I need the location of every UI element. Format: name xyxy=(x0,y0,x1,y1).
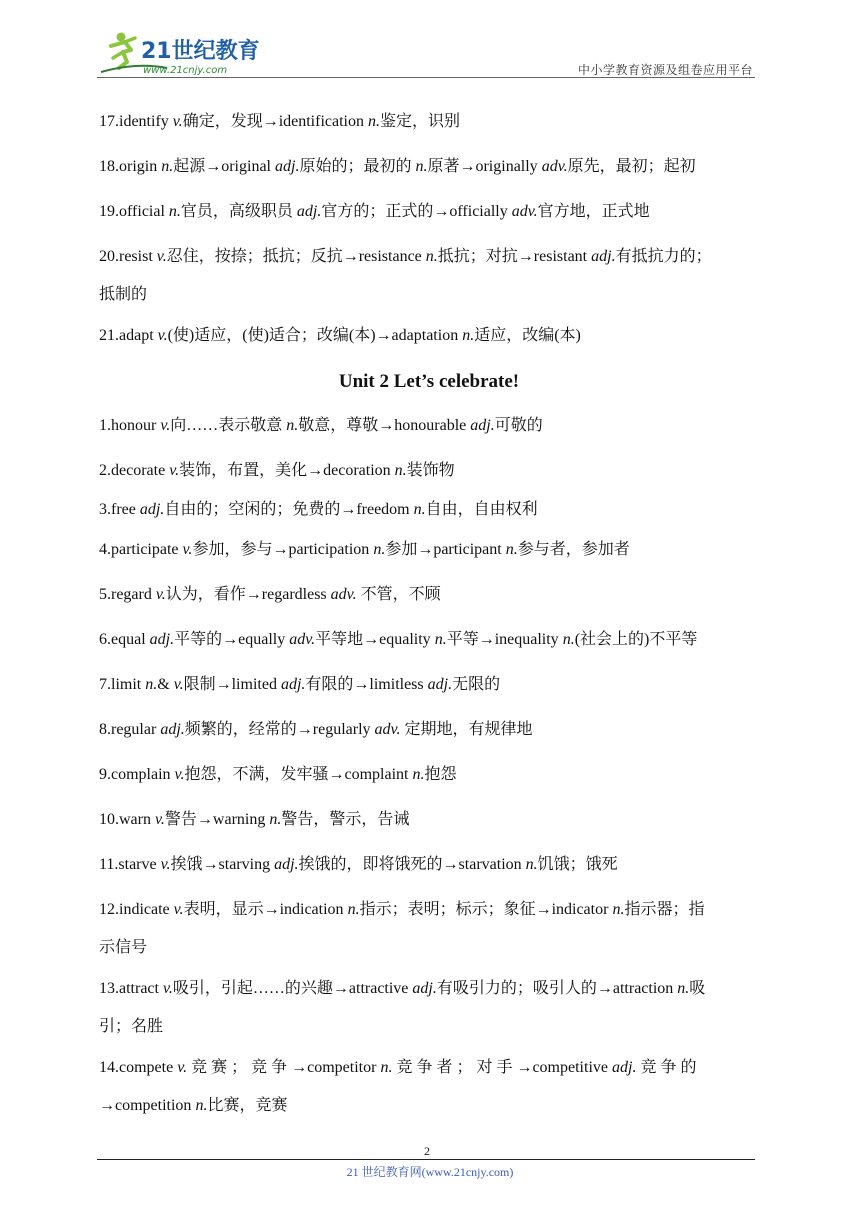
vocab-entry-20-line1: 20.resist v.忍住，按捺；抵抗；反抗→resistance n.抵抗；对抗→resistant adj.有抵抗力的； xyxy=(99,248,712,265)
page-header xyxy=(97,28,755,80)
unit2-entry-2: 2.decorate v.装饰，布置，美化→decoration n.装饰物 xyxy=(99,462,455,479)
unit2-entry-12-line1: 12.indicate v.表明，显示→indication n.指示；表明；标示；象征→indicator n.指示器；指 xyxy=(99,901,705,918)
unit2-entry-10: 10.warn v.警告→warning n.警告，警示，告诫 xyxy=(99,811,410,828)
vocab-entry-21: 21.adapt v.(使)适应，(使)适合；改编(本)→adaptation n.适应，改编(本) xyxy=(99,327,581,344)
vocab-entry-18: 18.origin n.起源→original adj.原始的；最初的 n.原著→originally adv.原先，最初；起初 xyxy=(99,158,696,175)
footer-divider xyxy=(97,1159,755,1160)
unit2-entry-7: 7.limit n.& v.限制→limited adj.有限的→limitless adj.无限的 xyxy=(99,676,501,693)
21cnjy-logo xyxy=(97,28,267,78)
vocab-entry-20-line2: 抵制的 xyxy=(99,286,148,303)
unit2-entry-3: 3.free adj.自由的；空闲的；免费的→freedom n.自由，自由权利 xyxy=(99,501,538,518)
svg-text:www.21cnjy.com: www.21cnjy.com xyxy=(143,65,228,76)
svg-text:21世纪教育: 21世纪教育 xyxy=(141,39,260,64)
unit2-entry-4: 4.participate v.参加，参与→participation n.参加→participant n.参与者，参加者 xyxy=(99,541,630,558)
header-divider xyxy=(97,77,755,78)
unit2-entry-13-line2: 引；名胜 xyxy=(99,1018,164,1035)
unit2-entry-12-line2: 示信号 xyxy=(99,939,148,956)
unit2-entry-14-line1: 14.compete v. 竞 赛 ； 竞 争 →competitor n. 竞 争 者 ； 对 手 →competitive adj. 竞 争 的 xyxy=(99,1059,697,1076)
unit2-entry-8: 8.regular adj.频繁的，经常的→regularly adv. 定期地，有规律地 xyxy=(99,721,533,738)
unit2-entry-13-line1: 13.attract v.吸引，引起……的兴趣→attractive adj.有吸引力的；吸引人的→attraction n.吸 xyxy=(99,980,706,997)
unit2-entry-9: 9.complain v.抱怨，不满，发牢骚→complaint n.抱怨 xyxy=(99,766,457,783)
unit2-entry-1: 1.honour v.向……表示敬意 n.敬意，尊敬→honourable adj.可敬的 xyxy=(99,417,543,434)
footer-site-link[interactable]: 21 世纪教育网(www.21cnjy.com) xyxy=(346,1165,514,1179)
platform-name: 中小学教育资源及组卷应用平台 xyxy=(577,63,753,77)
unit2-entry-14-line2: →competition n.比赛，竞赛 xyxy=(99,1097,288,1114)
unit2-entry-6: 6.equal adj.平等的→equally adv.平等地→equality n.平等→inequality n.(社会上的)不平等 xyxy=(99,631,698,648)
vocab-entry-17: 17.identify v.确定，发现→identification n.鉴定，识别 xyxy=(99,113,461,130)
page-number: 2 xyxy=(424,1144,430,1158)
unit-title: Unit 2 Let’s celebrate! xyxy=(338,371,520,392)
vocab-entry-19: 19.official n.官员，高级职员 adj.官方的；正式的→officially adv.官方地，正式地 xyxy=(99,203,650,220)
unit2-entry-11: 11.starve v.挨饿→starving adj.挨饿的，即将饿死的→starvation n.饥饿；饿死 xyxy=(99,856,618,873)
unit2-entry-5: 5.regard v.认为，看作→regardless adv. 不管，不顾 xyxy=(99,586,441,603)
